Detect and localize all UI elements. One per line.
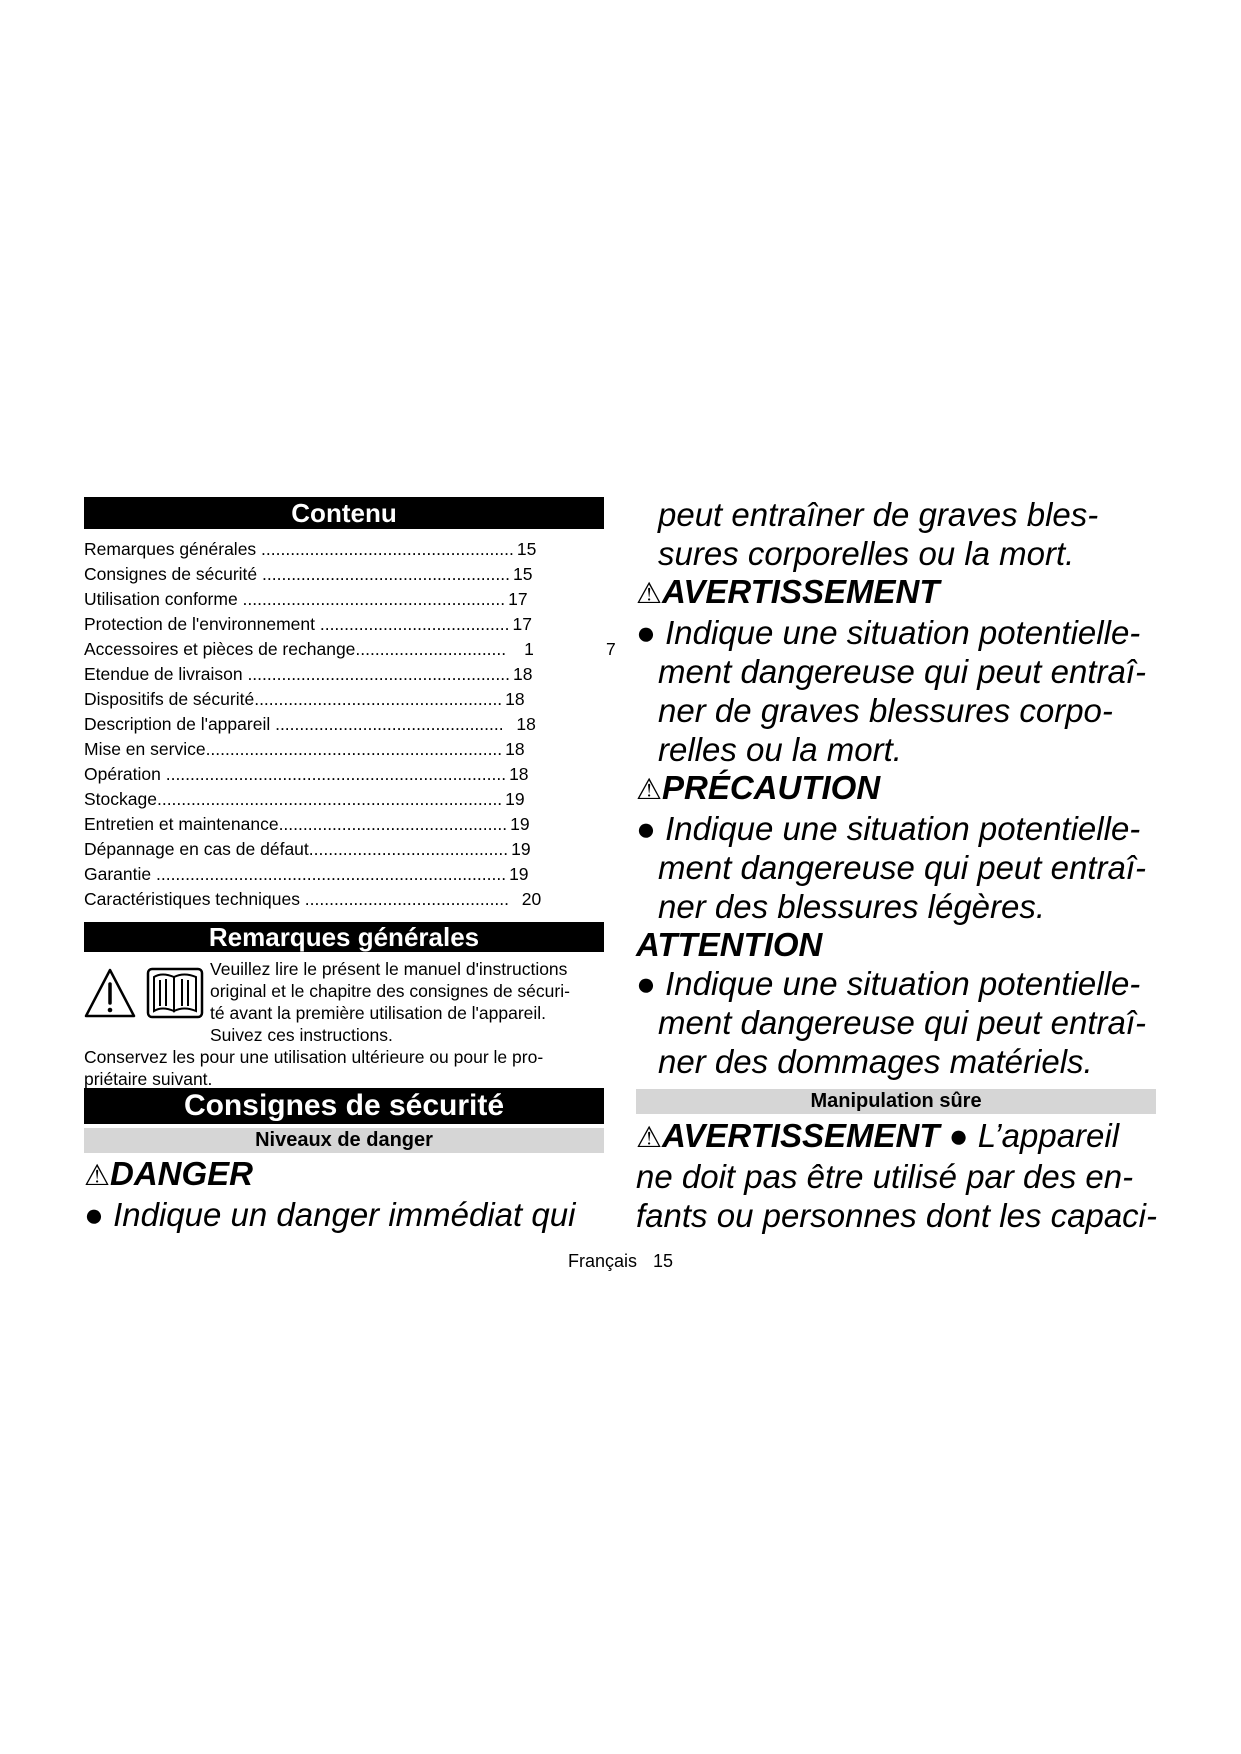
safe-handling-text: ⚠AVERTISSEMENT ● L’appareil ne doit pas être utilisé par des en- fants ou personnes dont les capaci- [636,1117,1157,1234]
toc-title: Contenu [84,497,604,529]
toc-item[interactable]: Caractéristiques techniques .......................................... 20 [84,889,542,909]
warning-text: ● Indique une situation potentielle- ment dangereuse qui peut entraî- ner de graves blessures corpo- relles ou la mort. [636,614,1146,768]
notice-text: Veuillez lire le présent le manuel d'instructions original et le chapitre des consignes de sécuri- té avant la première utilisation de l'appareil. Suivez ces instructions. [210,959,570,1045]
warning-triangle-icon: ⚠ [636,774,662,806]
warning-triangle-icon: ⚠ [636,578,662,610]
right-column [636,495,1156,1235]
toc-item[interactable]: Opération ...................................................................... 18 [84,764,529,784]
toc-item[interactable]: Protection de l'environnement ....................................... 17 [84,614,532,634]
attention-text: ● Indique une situation potentielle- ment dangereuse qui peut entraî- ner des dommages matériels. [636,965,1146,1080]
toc-item[interactable]: Garantie ........................................................................ 19 [84,864,529,884]
caution-text: ● Indique une situation potentielle- ment dangereuse qui peut entraî- ner des blessures légères. [636,810,1146,925]
toc-stray-digit: 7 [606,639,616,659]
warning-triangle-icon: ⚠ [636,1122,662,1154]
toc-item[interactable]: Dispositifs de sécurité................................................... 18 [84,689,525,709]
notice-icons [84,966,206,1020]
toc-item[interactable]: Etendue de livraison ...................................................... 18 [84,664,533,684]
safe-handling-heading: AVERTISSEMENT [662,1117,940,1154]
danger-text: ● Indique un danger immédiat qui [84,1196,576,1233]
left-column [84,497,616,1234]
toc-item[interactable]: Remarques générales .................................................... 15 [84,539,537,559]
toc-item[interactable]: Accessoires et pièces de rechange............................... 1 7 [84,637,604,662]
section-title-safety: Consignes de sécurité [84,1088,604,1124]
warning-triangle-icon: ⚠ [84,1160,110,1192]
danger-heading: ⚠DANGER [84,1155,254,1192]
subsection-safe-handling: Manipulation sûre [636,1089,1156,1114]
attention-heading: ATTENTION [636,926,823,963]
read-manual-notice [84,956,604,1089]
warning-heading: ⚠AVERTISSEMENT [636,573,940,610]
section-title-general: Remarques générales [84,922,604,952]
caution-heading: ⚠PRÉCAUTION [636,769,881,806]
manual-book-icon [148,969,202,1017]
toc-item[interactable]: Description de l'appareil ............................................... 18 [84,714,536,734]
page-footer [0,1251,1241,1272]
warning-triangle-icon [86,970,134,1016]
toc-item[interactable]: Mise en service............................................................. 18 [84,739,525,759]
toc-item[interactable]: Consignes de sécurité ................................................... 15 [84,564,533,584]
toc-item[interactable]: Utilisation conforme ...................................................... 17 [84,589,528,609]
toc-item[interactable]: Entretien et maintenance............................................... 19 [84,814,530,834]
toc-item[interactable]: Dépannage en cas de défaut......................................... 19 [84,839,531,859]
subsection-danger-levels: Niveaux de danger [84,1128,604,1153]
keep-instructions-text: Conservez les pour une utilisation ultérieure ou pour le pro- priétaire suivant. [84,1047,544,1089]
danger-text-continued: peut entraîner de graves bles- sures corporelles ou la mort. [658,496,1099,572]
page-number: 15 [653,1251,674,1271]
toc-list [84,537,616,912]
toc-item[interactable]: Stockage....................................................................... 19 [84,789,525,809]
footer-language: Français [567,1251,637,1271]
